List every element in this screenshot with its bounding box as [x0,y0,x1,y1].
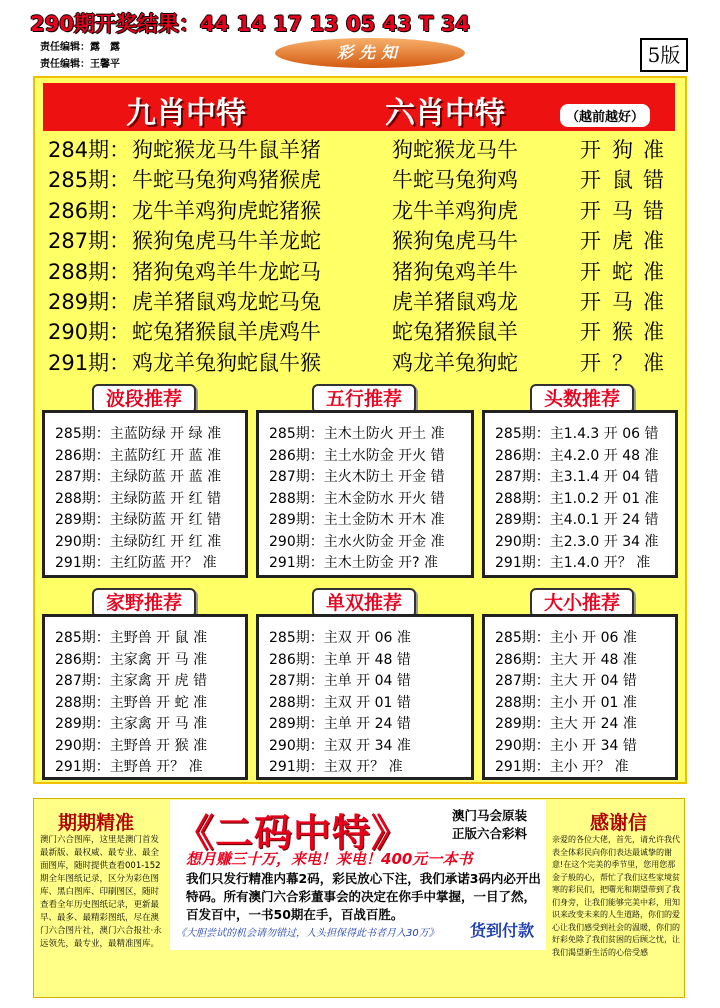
size-row: 290期：主小 开 34 错 [495,737,637,754]
row-open-zodiac: ？ [612,350,633,375]
editor-line-2: 责任编辑：王馨平 [40,59,120,70]
row-result: 错 [643,198,664,223]
ad-sub-1: 澳门马会原装 [452,808,528,823]
row-result: 准 [643,290,664,314]
row-six-zodiac: 虎羊猪鼠鸡龙 [392,290,518,314]
oddeven-row: 291期：主双 开？ 准 [269,759,403,775]
beast-row: 286期：主家禽 开 马 准 [55,651,208,668]
right-text: 亲爱的各位大佬，首先，请允许我代表全体彩民向你们表达最诚挚的谢意!在这个完美的季节里，您用您那金子般的心，帮忙了我们这些家境贫寒的彩民们，把曙光和期望带到了我们身旁，让我们能够完美中彩，用知识来改变未来的人生道路，你们的爱心让我们感受到社会的温暖，你们的好彩免除了我们贫困的后顾之忧，让我们渴望新生活的心倍受感 [552,835,680,957]
oddeven-box [256,614,474,780]
row-period: 285期： [48,168,131,193]
row-open-label: 开 [580,320,601,345]
row-open-label: 开 [580,168,601,193]
banner-note: （越前越好） [560,104,650,127]
size-row: 287期：主大 开 04 错 [495,673,637,689]
row-open-zodiac: 马 [612,290,633,314]
page-version: 5版 [640,38,688,72]
element-row: 285期：主木土防火 开土 准 [269,426,445,442]
row-six-zodiac: 蛇兔猪猴鼠羊 [392,320,518,345]
row-six-zodiac: 猴狗兔虎马牛 [392,229,518,254]
row-result: 准 [643,229,664,254]
row-result: 准 [643,259,664,284]
beast-row: 288期：主野兽 开 蛇 准 [55,694,208,711]
left-title: 期期精准 [58,812,135,834]
wave-row: 287期：主绿防蓝 开 蓝 准 [55,469,222,485]
main-row [48,225,678,255]
ad-title: 《二码中特》 [176,811,411,855]
row-nine-zodiac: 牛蛇马兔狗鸡猪猴虎 [132,168,321,193]
beast-row: 291期：主野兽 开？ 准 [55,759,203,775]
row-open-zodiac: 蛇 [612,259,633,284]
head-row: 289期：主4.0.1 开 24 错 [495,512,659,528]
row-open-label: 开 [580,229,601,254]
main-row [48,134,678,164]
oddeven-title: 单双推荐 [312,588,416,618]
size-row: 285期：主小 开 06 准 [495,630,637,646]
head-row: 290期：主2.3.0 开 34 准 [495,533,659,550]
row-period: 287期： [48,229,131,254]
ad-footer: 《大胆尝试的机会请勿错过，人头担保得此书者月入30万》 [176,928,439,939]
brand-logo: 彩先知 [275,38,465,68]
wave-row: 291期：主红防蓝 开？ 准 [55,555,217,571]
banner-nine-title: 九肖中特 [126,96,246,131]
banner-six-title: 六肖中特 [385,96,505,131]
head-row: 285期：主1.4.3 开 06 错 [495,426,659,442]
row-nine-zodiac: 龙牛羊鸡狗虎蛇猪猴 [132,198,321,223]
main-row [48,316,678,346]
element-title: 五行推荐 [312,384,416,414]
row-open-label: 开 [580,290,601,314]
size-row: 288期：主小 开 01 准 [495,694,637,711]
beast-box [42,614,248,780]
ad-body: 我们只发行精准内幕2码，彩民放心下注，我们承诺3码内必开出特码。所有澳门六合彩董事会的决定在你手中掌握，一目了然，百发百中，一书50期在手，百战百胜。 [186,871,541,922]
right-title: 感谢信 [590,812,648,834]
row-open-zodiac: 狗 [612,138,633,162]
row-open-label: 开 [580,198,601,223]
element-row: 286期：主土水防金 开火 错 [269,447,445,464]
row-nine-zodiac: 猪狗兔鸡羊牛龙蛇马 [132,259,321,284]
row-nine-zodiac: 蛇兔猪猴鼠羊虎鸡牛 [132,320,321,345]
row-six-zodiac: 鸡龙羊兔狗蛇 [392,350,518,375]
element-row: 289期：主土金防木 开木 准 [269,512,445,528]
main-row [48,164,678,194]
row-six-zodiac: 牛蛇马兔狗鸡 [392,168,518,193]
row-open-zodiac: 猴 [612,320,633,345]
row-open-zodiac: 虎 [612,229,633,254]
row-period: 291期： [48,350,131,375]
oddeven-row: 285期：主双 开 06 准 [269,630,411,646]
size-row: 286期：主大 开 48 准 [495,651,637,668]
row-period: 286期： [48,198,131,223]
beast-row: 290期：主野兽 开 猴 准 [55,737,208,754]
element-row: 287期：主火木防土 开金 错 [269,469,445,485]
size-row: 289期：主大 开 24 准 [495,716,637,732]
oddeven-row: 289期：主单 开 24 错 [269,716,411,732]
oddeven-row: 286期：主单 开 48 错 [269,651,411,668]
row-six-zodiac: 猪狗兔鸡羊牛 [392,259,518,284]
head-row: 288期：主1.0.2 开 01 准 [495,490,659,507]
head-row: 287期：主3.1.4 开 04 错 [495,469,659,485]
beast-title: 家野推荐 [92,588,196,618]
row-nine-zodiac: 猴狗兔虎马牛羊龙蛇 [132,229,321,254]
beast-row: 285期：主野兽 开 鼠 准 [55,630,208,646]
row-open-zodiac: 鼠 [612,168,633,193]
row-open-zodiac: 马 [612,198,633,223]
left-text: 澳门六合图库，这里是澳门首发最新版、最权威、最专业、最全面图库，随时提供查看001-152期全年图纸记录，区分为彩色图库、黑白图库、印刷图区，随时查看全年历史图纸记录，更新最早、最多、最精彩图纸，尽在澳门六合图片社，澳门六合报社·永远领先，最专业，最精准图库。 [40,835,162,949]
head-title: 头数推荐 [530,384,634,414]
element-row: 291期：主木土防金 开? 准 [269,555,439,571]
draw-result-title: 290期开奖结果：44 14 17 13 05 43 T 34 [30,12,470,36]
row-open-label: 开 [580,138,601,162]
row-open-label: 开 [580,350,601,375]
row-nine-zodiac: 虎羊猪鼠鸡龙蛇马兔 [132,290,321,314]
head-row: 291期：主1.4.0 开？ 准 [495,555,651,571]
row-nine-zodiac: 鸡龙羊兔狗蛇鼠牛猴 [132,350,321,375]
oddeven-row: 288期：主双 开 01 错 [269,694,411,711]
row-result: 准 [643,350,664,375]
ad-payment: 货到付款 [470,921,535,940]
wave-row: 285期：主蓝防绿 开 绿 准 [55,426,222,442]
wave-row: 289期：主绿防蓝 开 红 错 [55,512,222,528]
head-row: 286期：主4.2.0 开 48 准 [495,447,659,464]
element-box [256,410,474,578]
row-six-zodiac: 狗蛇猴龙马牛 [392,138,518,162]
main-row [48,195,678,225]
row-period: 284期： [48,138,131,162]
wave-row: 288期：主绿防蓝 开 红 错 [55,490,222,507]
ad-sub-2: 正版六合彩料 [452,826,528,841]
element-row: 290期：主水火防金 开金 准 [269,533,445,550]
row-period: 288期： [48,259,131,284]
beast-row: 287期：主家禽 开 虎 错 [55,673,208,689]
main-row [48,256,678,286]
oddeven-row: 287期：主单 开 04 错 [269,673,411,689]
row-six-zodiac: 龙牛羊鸡狗虎 [392,198,518,223]
wave-row: 290期：主绿防红 开 红 准 [55,533,222,550]
size-row: 291期：主小 开？ 准 [495,759,629,775]
main-row [48,347,678,377]
size-title: 大小推荐 [530,588,634,618]
oddeven-row: 290期：主双 开 34 准 [269,737,411,754]
row-result: 错 [643,168,664,193]
ad-slogan: 想月赚三十万，来电！来电！400元一本书 [186,850,473,868]
editor-line-1: 责任编辑：露 露 [40,42,120,53]
row-period: 290期： [48,320,131,345]
element-row: 288期：主木金防水 开火 错 [269,490,445,507]
beast-row: 289期：主家禽 开 马 准 [55,716,208,732]
row-open-label: 开 [580,259,601,284]
size-box [482,614,678,780]
row-period: 289期： [48,290,131,314]
main-row [48,286,678,316]
wave-title: 波段推荐 [92,384,196,414]
wave-box [42,410,248,578]
row-result: 准 [643,138,664,162]
head-box [482,410,678,578]
row-result: 准 [643,320,664,345]
row-nine-zodiac: 狗蛇猴龙马牛鼠羊猪 [132,138,321,162]
wave-row: 286期：主蓝防红 开 蓝 准 [55,447,222,464]
